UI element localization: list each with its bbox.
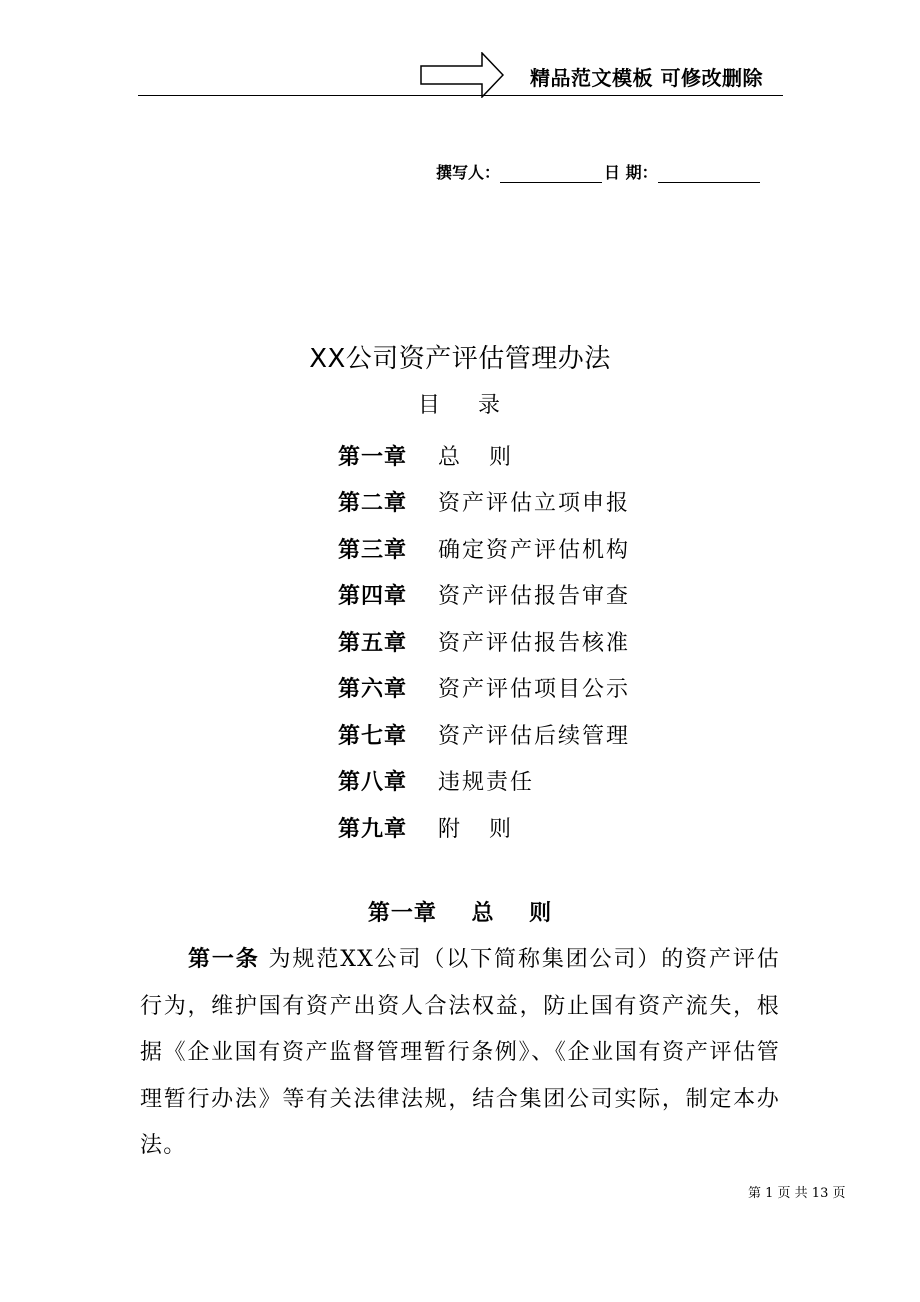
toc-title: 资产评估报告审查 (438, 584, 631, 610)
toc-item (338, 758, 630, 805)
toc-chapter: 第六章 (338, 676, 408, 703)
toc-item (338, 618, 630, 665)
toc-item (338, 525, 630, 572)
toc-chapter: 第九章 (338, 815, 408, 842)
toc-heading: 目 录 (418, 393, 502, 418)
toc-chapter: 第三章 (338, 536, 408, 563)
toc-item (338, 572, 630, 619)
toc-title: 资产评估报告核准 (438, 630, 631, 656)
toc-chapter: 第一章 (338, 443, 408, 470)
toc-title: 确定资产评估机构 (438, 537, 631, 563)
toc-chapter: 第八章 (338, 769, 408, 796)
table-of-contents (338, 432, 630, 851)
chapter-heading: 第一章 总 则 (367, 900, 553, 926)
toc-title: 资产评估项目公示 (438, 677, 631, 703)
toc-item (338, 804, 630, 851)
page-number: 第 1 页 共 13 页 (748, 1186, 846, 1201)
toc-item (338, 711, 630, 758)
toc-chapter: 第七章 (338, 722, 408, 749)
toc-chapter: 第五章 (338, 629, 408, 656)
toc-chapter: 第四章 (338, 583, 408, 610)
author-label: 撰写人： (436, 163, 501, 182)
author-blank (500, 164, 602, 183)
header-rule (138, 95, 783, 96)
header-banner-text: 精品范文模板 可修改删除 (530, 66, 763, 90)
article-label: 第一条 (188, 946, 260, 972)
toc-item (338, 432, 630, 479)
toc-item (338, 479, 630, 526)
date-blank (658, 164, 760, 183)
document-title: XX公司资产评估管理办法 (309, 344, 611, 374)
right-arrow-icon (420, 52, 504, 98)
toc-title: 资产评估立项申报 (438, 491, 631, 517)
date-label: 日 期： (604, 163, 658, 182)
toc-item (338, 665, 630, 712)
toc-title: 总 则 (438, 444, 513, 470)
article-text: 为规范XX公司（以下简称集团公司）的资产评估行为，维护国有资产出资人合法权益，防止国有资产流失，根据《企业国有资产监督管理暂行条例》、《企业国有资产评估管理暂行办法》等有关法律法规，结合集团公司实际，制定本办法。 (140, 947, 781, 1158)
article-paragraph (140, 936, 780, 1170)
toc-chapter: 第二章 (338, 490, 408, 517)
toc-title: 资产评估后续管理 (438, 723, 631, 749)
author-date-line (436, 160, 760, 183)
toc-title: 附 则 (438, 816, 513, 842)
toc-title: 违规责任 (438, 770, 535, 796)
